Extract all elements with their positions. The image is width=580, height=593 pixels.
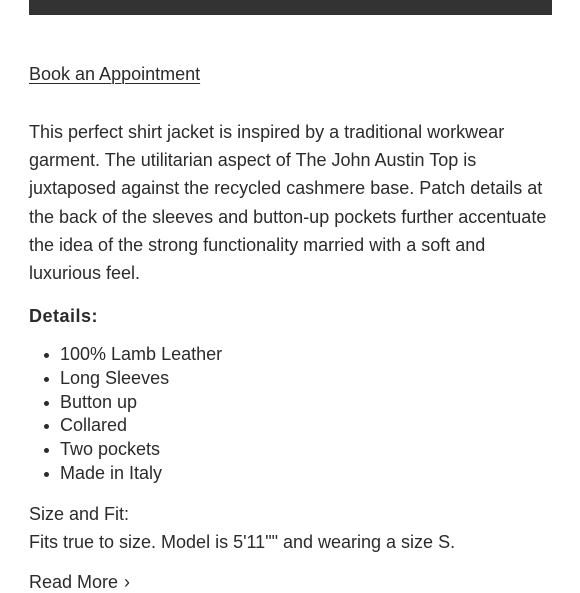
list-item: Button up [29,391,222,415]
list-item: Made in Italy [29,462,222,486]
list-item: Two pockets [29,438,222,462]
details-heading: Details: [29,306,99,326]
list-item: Collared [29,414,222,438]
list-item: 100% Lamb Leather [29,343,222,367]
details-list [29,343,222,486]
size-fit-heading: Size and Fit: [29,504,130,524]
read-more-link[interactable] [29,571,130,593]
read-more-label: Read More [29,572,119,592]
product-description: This perfect shirt jacket is inspired by a traditional workwear garment. The utilitarian aspect of The John Austin Top is juxtaposed against the recycled cashmere base. Patch details at the back of the sleeves and button-up pockets further accentuate the idea of the strong functionality married with a soft and luxurious feel. [29,122,547,284]
chevron-right-icon: › [124,572,131,592]
add-to-bag-button[interactable] [29,0,552,15]
book-appointment-link[interactable]: Book an Appointment [29,64,201,84]
list-item: Long Sleeves [29,367,222,391]
size-fit-text: Fits true to size. Model is 5'11"" and wearing a size S. [29,532,456,552]
